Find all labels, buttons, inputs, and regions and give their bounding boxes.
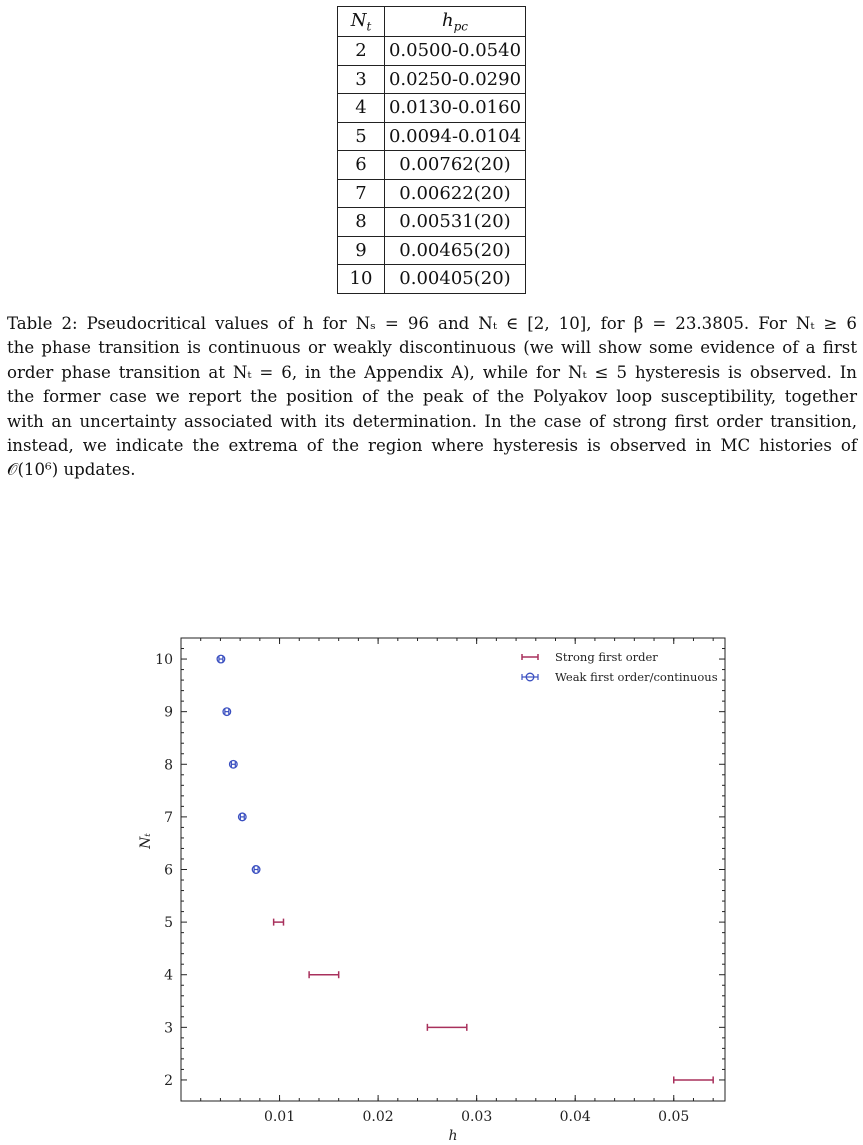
cell-nt: 8 xyxy=(338,208,385,237)
weak-first-order-point xyxy=(223,708,231,716)
y-tick-label: 7 xyxy=(164,809,173,826)
axis-ticks xyxy=(155,638,725,1125)
y-tick-label: 5 xyxy=(164,915,173,932)
legend-entry-weak xyxy=(522,670,718,684)
weak-first-order-point xyxy=(217,655,225,663)
x-tick-label: 0.04 xyxy=(559,1109,591,1125)
cell-hpc: 0.0130-0.0160 xyxy=(385,94,526,123)
y-tick-label: 8 xyxy=(164,757,173,774)
cell-nt: 9 xyxy=(338,236,385,265)
y-tick-label: 3 xyxy=(164,1020,173,1037)
cell-hpc: 0.0500-0.0540 xyxy=(385,37,526,66)
x-tick-label: 0.03 xyxy=(461,1109,493,1125)
y-axis-label: Nₜ xyxy=(138,833,154,849)
cell-nt: 5 xyxy=(338,122,385,151)
caption-line: with an uncertainty associated with its determination. In the case of strong first order transition, xyxy=(7,411,857,431)
caption-line: the phase transition is continuous or weakly discontinuous (we will show some evidence of a first xyxy=(7,338,857,358)
cell-nt: 6 xyxy=(338,151,385,180)
cell-hpc: 0.00622(20) xyxy=(385,179,526,208)
caption-line: instead, we indicate the extrema of the region where hysteresis is observed in MC histories of xyxy=(7,436,857,456)
legend xyxy=(522,650,718,684)
cell-hpc: 0.00762(20) xyxy=(385,151,526,180)
caption-line: the former case we report the position of the peak of the Polyakov loop susceptibility, together xyxy=(7,387,857,407)
strong-first-order-point xyxy=(427,1024,466,1031)
data-marks xyxy=(217,655,713,1083)
cell-hpc: 0.0250-0.0290 xyxy=(385,65,526,94)
legend-label-weak: Weak first order/continuous xyxy=(555,670,718,684)
caption-line: Table 2: Pseudocritical values of h for Nₛ = 96 and Nₜ ∈ [2, 10], for β = 23.3805. For Nₜ ≥ 6 xyxy=(7,314,857,333)
cell-nt: 4 xyxy=(338,94,385,123)
legend-entry-strong xyxy=(522,650,658,664)
cell-hpc: 0.00531(20) xyxy=(385,208,526,237)
y-tick-label: 10 xyxy=(155,652,173,669)
cell-nt: 2 xyxy=(338,37,385,66)
cell-hpc: 0.00465(20) xyxy=(385,236,526,265)
caption-line: 𝒪(10⁶) updates. xyxy=(7,460,136,480)
y-tick-label: 9 xyxy=(164,704,173,721)
weak-first-order-point xyxy=(238,813,246,821)
plot-frame xyxy=(181,638,725,1101)
cell-nt: 7 xyxy=(338,179,385,208)
x-tick-label: 0.05 xyxy=(658,1109,690,1125)
x-tick-label: 0.01 xyxy=(263,1109,296,1125)
cell-hpc: 0.00405(20) xyxy=(385,265,526,294)
header-hpc: $h_{pc}$ xyxy=(385,7,526,37)
cell-nt: 10 xyxy=(338,265,385,294)
y-tick-label: 6 xyxy=(164,862,173,879)
strong-first-order-point xyxy=(309,971,339,978)
header-nt: $N_t$ xyxy=(338,7,385,37)
cell-hpc: 0.0094-0.0104 xyxy=(385,122,526,151)
legend-label-strong: Strong first order xyxy=(555,650,658,664)
y-tick-label: 2 xyxy=(164,1072,173,1089)
strong-first-order-point xyxy=(674,1076,713,1083)
x-axis-label: h xyxy=(448,1128,458,1144)
strong-first-order-point xyxy=(274,919,284,926)
cell-nt: 3 xyxy=(338,65,385,94)
weak-first-order-point xyxy=(252,866,260,874)
y-tick-label: 4 xyxy=(164,967,173,984)
x-tick-label: 0.02 xyxy=(362,1109,394,1125)
caption-line: order phase transition at Nₜ = 6, in the Appendix A), while for Nₜ ≤ 5 hysteresis is observed. In xyxy=(7,362,857,382)
weak-first-order-point xyxy=(230,760,238,768)
